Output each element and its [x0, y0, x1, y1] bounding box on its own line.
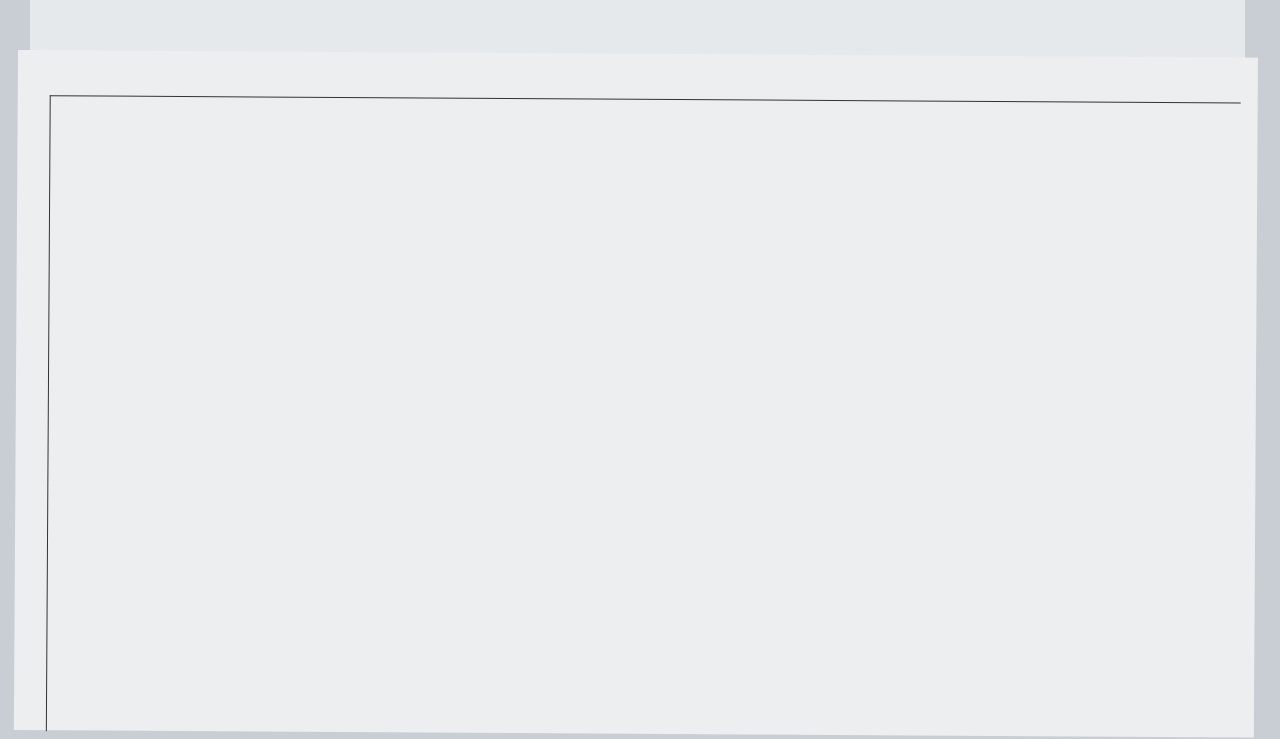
grid-lines: [51, 96, 1241, 103]
results-sheet: [14, 50, 1258, 738]
results-table: [46, 95, 1241, 738]
table-body: [51, 96, 1241, 103]
column-headers: [51, 96, 1241, 103]
